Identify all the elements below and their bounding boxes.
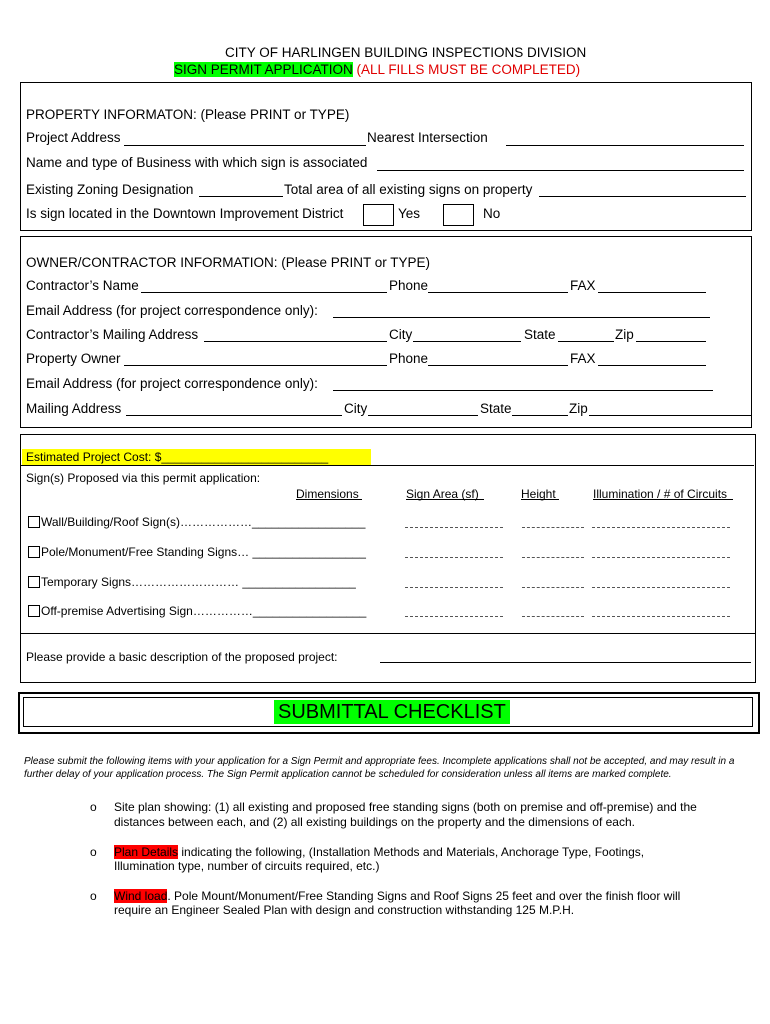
contractor-fax-label: FAX xyxy=(570,278,596,293)
wall-sign-area-field[interactable] xyxy=(405,527,503,528)
header-title xyxy=(174,62,580,78)
description-label: Please provide a basic description of the proposed project: xyxy=(26,650,338,664)
contractor-name-field[interactable] xyxy=(141,292,387,293)
description-field[interactable] xyxy=(380,662,751,663)
checklist-intro-1: Please submit the following items with your application for a Sign Permit and appropriate fees. Incomplete applications shall not be accepted, and may result in a xyxy=(24,756,735,767)
owner-zip-field[interactable] xyxy=(589,415,751,416)
offpremise-sign-illum-field[interactable] xyxy=(592,616,730,617)
project-address-field[interactable] xyxy=(124,145,366,146)
col-dimensions: Dimensions xyxy=(296,487,359,501)
owner-state-label: State xyxy=(480,401,512,416)
pole-sign-illum-field[interactable] xyxy=(592,557,730,558)
contractor-fax-field[interactable] xyxy=(598,292,706,293)
checklist-intro-2: further delay of your application process. The Sign Permit application cannot be scheduled for consideration unless all items are marked complete. xyxy=(24,769,672,780)
total-area-field[interactable] xyxy=(539,196,746,197)
item3-text: . Pole Mount/Monument/Free Standing Signs and Roof Signs 25 feet and over the finish floor will xyxy=(167,889,681,903)
temporary-sign-label: Temporary Signs……………………… _________________ xyxy=(41,575,356,589)
total-area-label: Total area of all existing signs on property xyxy=(284,182,533,197)
wall-sign-illum-field[interactable] xyxy=(592,527,730,528)
contractor-city-label: City xyxy=(389,327,413,342)
owner-phone-field[interactable] xyxy=(428,365,568,366)
item3-line1 xyxy=(114,889,680,903)
wall-sign-height-field[interactable] xyxy=(522,527,584,528)
nearest-intersection-field[interactable] xyxy=(506,145,744,146)
item3-line2: require an Engineer Sealed Plan with design and construction withstanding 125 M.P.H. xyxy=(114,903,575,917)
no-checkbox[interactable] xyxy=(443,204,474,226)
owner-phone-label: Phone xyxy=(389,351,429,366)
pole-sign-height-field[interactable] xyxy=(522,557,584,558)
cost-divider xyxy=(20,465,754,466)
wall-sign-label: Wall/Building/Roof Sign(s)………………_________________ xyxy=(41,515,366,529)
contractor-phone-label: Phone xyxy=(389,278,429,293)
temporary-sign-area-field[interactable] xyxy=(405,587,503,588)
contractor-mailing-field[interactable] xyxy=(204,341,387,342)
pole-sign-area-field[interactable] xyxy=(405,557,503,558)
owner-email-field[interactable] xyxy=(333,390,713,391)
item3-bullet: o xyxy=(90,889,97,903)
owner-fax-field[interactable] xyxy=(598,365,706,366)
no-label: No xyxy=(483,206,501,221)
item1-line2: distances between each, and (2) all existing buildings on the property and the dimensions of each. xyxy=(114,815,635,829)
plan-details-highlight: Plan Details xyxy=(114,845,179,859)
business-label: Name and type of Business with which sign is associated xyxy=(26,155,368,170)
contractor-city-field[interactable] xyxy=(413,341,521,342)
col-sign-area-underline xyxy=(406,499,484,500)
nearest-intersection-label: Nearest Intersection xyxy=(367,130,488,145)
contractor-zip-field[interactable] xyxy=(636,341,706,342)
owner-heading: OWNER/CONTRACTOR INFORMATION: (Please PRINT or TYPE) xyxy=(26,255,431,270)
downtown-label: Is sign located in the Downtown Improvement District xyxy=(26,206,344,221)
col-height-underline xyxy=(521,499,559,500)
pole-sign-checkbox[interactable] xyxy=(28,546,40,558)
zoning-label: Existing Zoning Designation xyxy=(26,182,194,197)
item2-text: indicating the following, (Installation Methods and Materials, Anchorage Type, Footings, xyxy=(178,845,645,859)
owner-city-label: City xyxy=(344,401,368,416)
owner-city-field[interactable] xyxy=(368,415,478,416)
owner-email-label: Email Address (for project correspondence only): xyxy=(26,376,318,391)
title-note: (ALL FILLS MUST BE COMPLETED) xyxy=(352,62,581,77)
offpremise-sign-checkbox[interactable] xyxy=(28,605,40,617)
pole-sign-label: Pole/Monument/Free Standing Signs… _________________ xyxy=(41,545,366,559)
contractor-state-field[interactable] xyxy=(558,341,614,342)
property-heading: PROPERTY INFORMATON: (Please PRINT or TYPE) xyxy=(26,107,350,122)
contractor-phone-field[interactable] xyxy=(428,292,568,293)
property-owner-field[interactable] xyxy=(124,365,387,366)
wall-sign-checkbox[interactable] xyxy=(28,516,40,528)
col-height: Height xyxy=(521,487,556,501)
owner-fax-label: FAX xyxy=(570,351,596,366)
owner-zip-label: Zip xyxy=(569,401,588,416)
col-illumination-underline xyxy=(593,499,733,500)
header-line1: CITY OF HARLINGEN BUILDING INSPECTIONS DIVISION xyxy=(225,45,587,60)
yes-checkbox[interactable] xyxy=(363,204,394,226)
col-illumination: Illumination / # of Circuits xyxy=(593,487,728,501)
project-address-label: Project Address xyxy=(26,130,121,145)
col-sign-area: Sign Area (sf) xyxy=(406,487,479,501)
offpremise-sign-height-field[interactable] xyxy=(522,616,584,617)
owner-mailing-field[interactable] xyxy=(126,415,342,416)
temporary-sign-checkbox[interactable] xyxy=(28,576,40,588)
item2-line1 xyxy=(114,845,644,859)
owner-state-field[interactable] xyxy=(512,415,568,416)
item1-line1: Site plan showing: (1) all existing and proposed free standing signs (both on premise and off-premise) and the xyxy=(114,800,697,814)
title-highlight: SIGN PERMIT APPLICATION xyxy=(174,62,353,77)
col-dimensions-underline xyxy=(296,499,362,500)
business-field[interactable] xyxy=(377,170,744,171)
item1-bullet: o xyxy=(90,800,97,814)
contractor-state-label: State xyxy=(524,327,556,342)
contractor-email-field[interactable] xyxy=(333,317,710,318)
checklist-title: SUBMITTAL CHECKLIST xyxy=(274,700,510,724)
contractor-email-label: Email Address (for project correspondence only): xyxy=(26,303,318,318)
item2-line2: Illumination type, number of circuits required, etc.) xyxy=(114,859,380,873)
offpremise-sign-area-field[interactable] xyxy=(405,616,503,617)
wind-load-highlight: Wind load xyxy=(114,889,168,903)
contractor-mailing-label: Contractor’s Mailing Address xyxy=(26,327,199,342)
temporary-sign-height-field[interactable] xyxy=(522,587,584,588)
estimated-cost[interactable]: Estimated Project Cost: $_________________________ xyxy=(22,449,371,465)
property-owner-label: Property Owner xyxy=(26,351,121,366)
yes-label: Yes xyxy=(398,206,421,221)
offpremise-sign-label: Off-premise Advertising Sign……………_________________ xyxy=(41,604,367,618)
contractor-name-label: Contractor’s Name xyxy=(26,278,139,293)
temporary-sign-illum-field[interactable] xyxy=(592,587,730,588)
item2-bullet: o xyxy=(90,845,97,859)
contractor-zip-label: Zip xyxy=(615,327,634,342)
signs-proposed-label: Sign(s) Proposed via this permit application: xyxy=(26,471,261,485)
owner-mailing-label: Mailing Address xyxy=(26,401,122,416)
zoning-field[interactable] xyxy=(199,196,283,197)
